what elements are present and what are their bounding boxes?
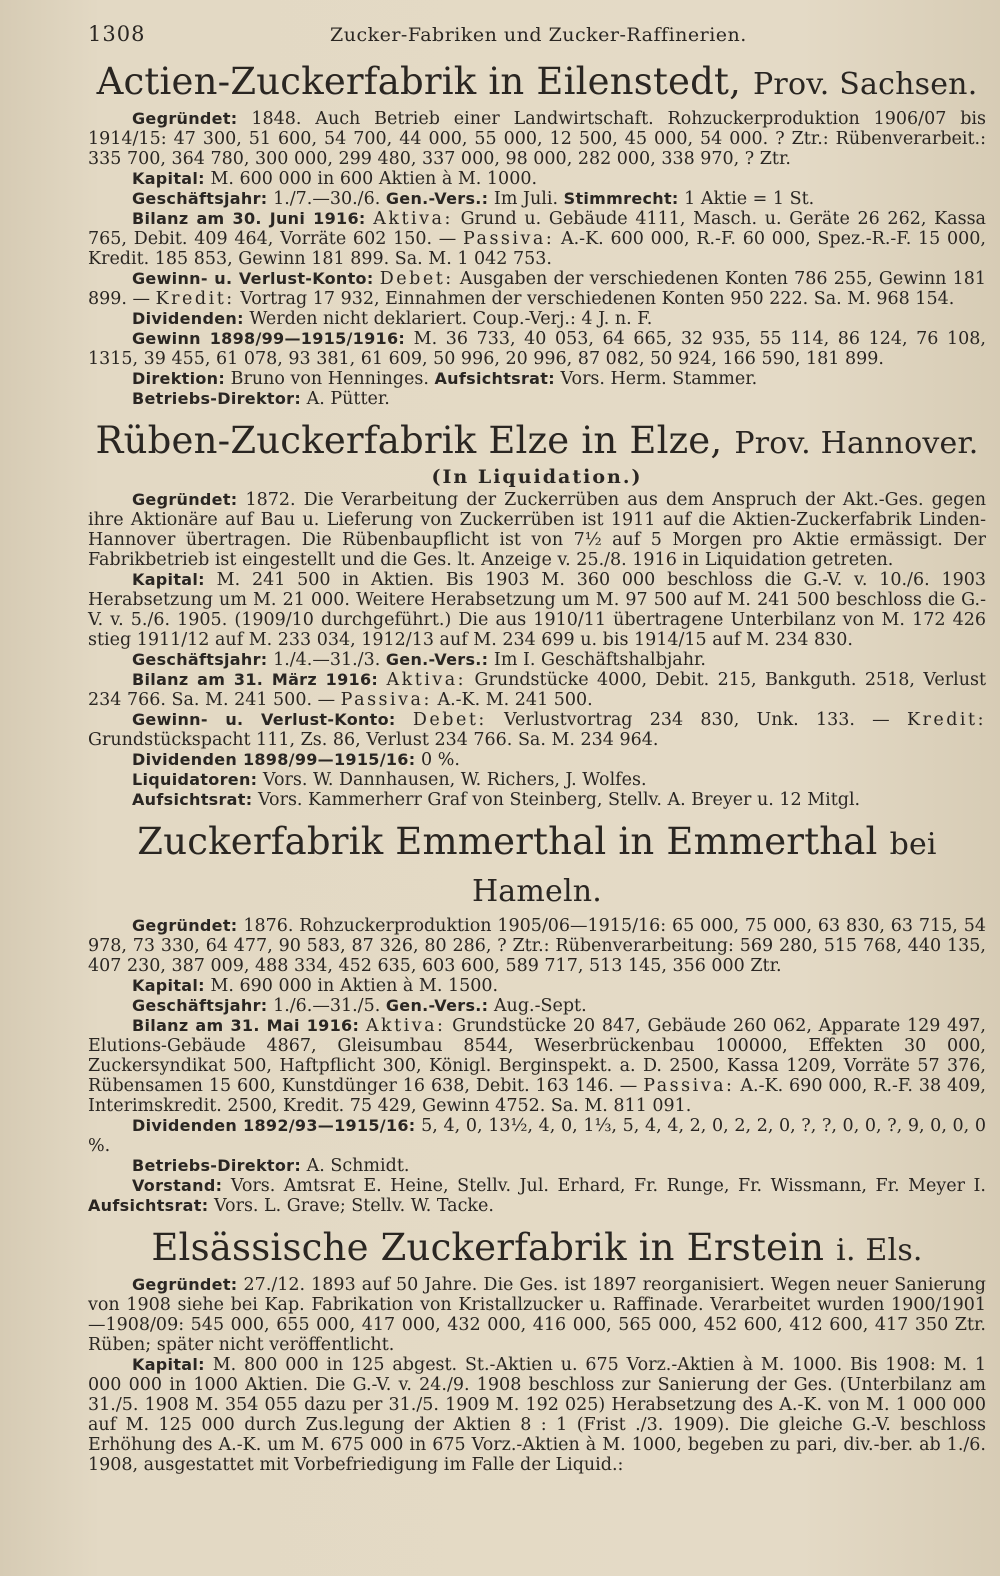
entry-capital — [88, 169, 986, 189]
company-entry — [88, 60, 986, 409]
entry-label: Aufsichtsrat: — [88, 1196, 209, 1215]
entry-label: Gewinn- u. Verlust-Konto: — [132, 269, 374, 288]
entry-fiscal-year — [88, 189, 986, 209]
entry-label: Geschäftsjahr: — [132, 189, 268, 208]
entry-text: M. 36 733, 40 053, 64 665, 32 935, 55 114, 86 124, 76 108, 1315, 39 455, 61 078, 93 381, 61 609, 50 996, 20 996, 87 082, 50 924, 166 590, 181 899. — [88, 329, 986, 369]
company-title — [88, 419, 986, 466]
entry-label: Betriebs-Direktor: — [132, 389, 302, 408]
entry-text: 1./6.—31./5. — [273, 996, 381, 1016]
entry-label: Gewinn 1898/99—1915/1916: — [132, 329, 406, 348]
entry-balance — [88, 209, 986, 269]
entry-label: Gegründet: — [132, 916, 238, 935]
entry-text: 1./4.—31./3. — [273, 650, 381, 670]
entry-text: Vors. Kammerherr Graf von Steinberg, Stellv. A. Breyer u. 12 Mitgl. — [258, 790, 861, 810]
entry-text: Ausgaben der verschiedenen Konten 786 255, Gewinn 181 899. — — [88, 269, 986, 309]
company-location: bei Hameln. — [471, 827, 937, 909]
entry-text: M. 241 500 in Aktien. Bis 1903 M. 360 000 beschloss die G.-V. v. 10./6. 1903 Herabsetzung um M. 21 000. Weitere Herabsetzung um M. 97 500 auf M. 241 500 beschloss die G.-V. v. 5./6. 1905. (1909/10 durchgeführt.) Die aus 1910/11 übertragene Unterbilanz von M. 172 426 stieg 1911/12 auf M. 233 034, 1912/13 auf M. 234 699 u. bis 1914/15 auf M. 234 830. — [88, 570, 986, 650]
entry-label: Gen.-Vers.: — [385, 189, 489, 208]
entry-balance — [88, 670, 986, 710]
company-title — [88, 60, 986, 107]
entry-founded — [88, 490, 986, 570]
entry-label: Kapital: — [132, 169, 205, 188]
entry-label: Betriebs-Direktor: — [132, 1156, 302, 1175]
entry-balance — [88, 1016, 986, 1116]
entry-text: Vortrag 17 932, Einnahmen der verschiedenen Konten 950 222. Sa. M. 968 154. — [240, 289, 955, 309]
entry-label: Bilanz am 31. März 1916: — [132, 670, 379, 689]
entry-dividends — [88, 1116, 986, 1156]
entry-text: Grundstücke 4000, Debit. 215, Bankguth. 2518, Verlust 234 766. Sa. M. 241 500. — — [88, 670, 986, 710]
entry-text: Im I. Geschäftshalbjahr. — [493, 650, 706, 670]
company-name: Elsässische Zuckerfabrik in Erstein — [151, 1226, 825, 1269]
entry-sublabel: Debet: — [379, 269, 454, 289]
entry-profit-loss — [88, 710, 986, 750]
entry-text: Vors. Amtsrat E. Heine, Stellv. Jul. Erhard, Fr. Runge, Fr. Wissmann, Fr. Meyer I. — [230, 1176, 986, 1196]
entry-label: Dividenden 1898/99—1915/16: — [132, 750, 416, 769]
entry-text: Bruno von Henninges. — [230, 369, 429, 389]
entry-fiscal-year — [88, 996, 986, 1016]
page-number: 1308 — [88, 22, 146, 46]
entry-fiscal-year — [88, 650, 986, 670]
entry-label: Gegründet: — [132, 1275, 238, 1294]
entry-sublabel: Passiva: — [643, 1076, 735, 1096]
company-location: Prov. Hannover. — [734, 426, 979, 461]
entry-text: 1848. Auch Betrieb einer Landwirtschaft. Rohzuckerproduktion 1906/07 bis 1914/15: 47 300, 51 600, 54 700, 44 000, 55 000, 12 500, 45 000, 54 000. ? Ztr.: Rübenverarbeit.: 335 700, 364 780, 300 000, 299 480, 337 000, 98 000, 282 000, 338 970, ? Ztr. — [88, 109, 986, 169]
entry-label: Gen.-Vers.: — [385, 650, 489, 669]
entry-label: Geschäftsjahr: — [132, 650, 268, 669]
entry-label: Kapital: — [132, 1355, 205, 1374]
entry-label: Gen.-Vers.: — [385, 996, 489, 1015]
entry-label: Dividenden 1892/93—1915/16: — [132, 1116, 416, 1135]
entry-text: Vors. W. Dannhausen, W. Richers, J. Wolfes. — [262, 770, 647, 790]
entry-text: 1./7.—30./6. — [273, 189, 381, 209]
entry-text: Grundstücke 20 847, Gebäude 260 062, Apparate 129 497, Elutions-Gebäude 4867, Gleisumbau 8544, Weserbrückenbau 100000, Effekten 30 000, Zuckersyndikat 500, Haftpflicht 300, Königl. Berginspekt. a. D. 2500, Kassa 1209, Vorräte 57 376, Rübensamen 15 600, Kunstdünger 16 638, Debit. 163 146. — — [88, 1016, 986, 1096]
entry-text: 5, 4, 0, 13½, 4, 0, 1⅓, 5, 4, 4, 2, 0, 2, 2, 0, ?, ?, 0, 0, ?, 9, 0, 0, 0 %. — [88, 1116, 987, 1156]
entry-text: Grund u. Gebäude 4111, Masch. u. Geräte 26 262, Kassa 765, Debit. 409 464, Vorräte 602 150. — — [88, 209, 986, 249]
entry-sublabel: Aktiva: — [365, 1016, 446, 1036]
entry-text: 1876. Rohzuckerproduktion 1905/06—1915/16: 65 000, 75 000, 63 830, 63 715, 54 978, 73 330, 64 477, 90 583, 87 326, 80 286, ? Ztr.: Rübenverarbeitung: 569 280, 515 768, 440 135, 407 230, 387 009, 488 334, 452 635, 603 600, 589 717, 513 145, 356 000 Ztr. — [88, 916, 986, 976]
entry-management — [88, 369, 986, 389]
entry-text: A. Pütter. — [306, 389, 390, 409]
entry-text: Verlustvortrag 234 830, Unk. 133. — — [504, 710, 890, 730]
entry-board — [88, 1176, 986, 1216]
entry-text: A. Schmidt. — [306, 1156, 410, 1176]
entry-profit-loss — [88, 269, 986, 309]
entry-text: A.-K. 600 000, R.-F. 60 000, Spez.-R.-F. 15 000, Kredit. 185 853, Gewinn 181 899. Sa. M. 1 042 753. — [88, 229, 986, 269]
entry-sublabel: Kredit: — [155, 289, 235, 309]
company-subtitle: (In Liquidation.) — [431, 466, 643, 488]
company-entry — [88, 820, 986, 1216]
entry-text: 1 Aktie = 1 St. — [684, 189, 815, 209]
entry-capital — [88, 1355, 986, 1475]
entry-label: Kapital: — [132, 976, 205, 995]
entry-text: Werden nicht deklariert. Coup.-Verj.: 4 J. n. F. — [249, 309, 653, 329]
entry-sublabel: Aktiva: — [373, 209, 453, 229]
entry-label: Stimmrecht: — [563, 189, 679, 208]
company-name: Actien-Zuckerfabrik in Eilenstedt, — [96, 60, 742, 103]
entry-text: A.-K. 690 000, R.-F. 38 409, Interimskredit. 2500, Kredit. 75 429, Gewinn 4752. Sa. M. 811 091. — [88, 1076, 986, 1116]
company-entry — [88, 419, 986, 810]
entry-label: Aufsichtsrat: — [434, 369, 555, 388]
entry-label: Direktion: — [132, 369, 226, 388]
entry-label: Aufsichtsrat: — [132, 790, 253, 809]
entry-capital — [88, 570, 986, 650]
entry-label: Gegründet: — [132, 109, 238, 128]
entry-supervisory-board — [88, 790, 986, 810]
entry-label: Kapital: — [132, 570, 205, 589]
running-title: Zucker-Fabriken und Zucker-Raffinerien. — [330, 24, 747, 46]
company-name: Rüben-Zuckerfabrik Elze in Elze, — [95, 419, 723, 462]
entry-label: Liquidatoren: — [132, 770, 258, 789]
entry-text: Aug.-Sept. — [493, 996, 587, 1016]
entry-sublabel: Passiva: — [340, 690, 432, 710]
entry-sublabel: Passiva: — [463, 229, 555, 249]
entry-operations-director — [88, 1156, 986, 1176]
company-title — [88, 820, 986, 914]
entry-label: Vorstand: — [132, 1176, 223, 1195]
entry-dividends — [88, 750, 986, 770]
entry-text: Vors. L. Grave; Stellv. W. Tacke. — [214, 1196, 494, 1216]
entry-text: Grundstückspacht 111, Zs. 86, Verlust 234 766. Sa. M. 234 964. — [88, 730, 659, 750]
entry-dividends — [88, 309, 986, 329]
entry-text: M. 800 000 in 125 abgest. St.-Aktien u. 675 Vorz.-Aktien à M. 1000. Bis 1908: M. 1 000 000 in 1000 Aktien. Die G.-V. v. 24./9. 1908 beschloss zur Sanierung der Ges. (Unterbilanz am 31./5. 1908 M. 354 055 dazu per 31./5. 1909 M. 192 025) Herabsetzung des A.-K. von M. 1 000 000 auf M. 125 000 durch Zus.legung der Aktien 8 : 1 (Frist ./3. 1909). Die gleiche G.-V. beschloss Erhöhung des A.-K. um M. 675 000 in 675 Vorz.-Aktien à M. 1000, begeben zu pari, div.-ber. ab 1./6. 1908, ausgestattet mit Vorbefriedigung im Falle der Liquid.: — [88, 1355, 986, 1475]
entry-label: Dividenden: — [132, 309, 244, 328]
entry-founded — [88, 109, 986, 169]
entry-liquidators — [88, 770, 986, 790]
entry-sublabel: Aktiva: — [386, 670, 467, 690]
company-name: Zuckerfabrik Emmerthal in Emmerthal — [137, 820, 878, 863]
running-header — [88, 22, 986, 56]
entry-label: Gegründet: — [132, 490, 238, 509]
entry-label: Geschäftsjahr: — [132, 996, 268, 1015]
entry-text: 1872. Die Verarbeitung der Zuckerrüben aus dem Anspruch der Akt.-Ges. gegen ihre Aktionäre auf Bau u. Lieferung von Zuckerrüben ist 1911 auf die Aktien-Zuckerfabrik Linden-Hannover übertragen. Die Rübenbaupflicht ist von 7½ auf 5 Morgen pro Aktie ermässigt. Der Fabrikbetrieb ist eingestellt und die Ges. lt. Anzeige v. 25./8. 1916 in Liquidation getreten. — [88, 490, 986, 570]
entry-capital — [88, 976, 986, 996]
company-entry — [88, 1226, 986, 1475]
entry-text: 0 %. — [421, 750, 460, 770]
entry-profit-history — [88, 329, 986, 369]
entry-founded — [88, 916, 986, 976]
entry-text: A.-K. M. 241 500. — [437, 690, 593, 710]
entry-text: Im Juli. — [493, 189, 559, 209]
entry-text: 27./12. 1893 auf 50 Jahre. Die Ges. ist 1897 reorganisiert. Wegen neuer Sanierung von 1908 siehe bei Kap. Fabrikation von Kristallzucker u. Raffinade. Verarbeitet wurden 1900/1901—1908/09: 545 000, 655 000, 417 000, 432 000, 416 000, 565 000, 452 600, 412 600, 417 350 Ztr. Rüben; später nicht veröffentlicht. — [88, 1275, 986, 1355]
entry-label: Bilanz am 31. Mai 1916: — [132, 1016, 360, 1035]
entry-label: Gewinn- u. Verlust-Konto: — [132, 710, 396, 729]
entry-founded — [88, 1275, 986, 1355]
company-location: i. Els. — [836, 1233, 923, 1268]
company-title — [88, 1226, 986, 1273]
entry-operations-director — [88, 389, 986, 409]
entry-sublabel: Kredit: — [906, 710, 986, 730]
entry-text: M. 690 000 in Aktien à M. 1500. — [210, 976, 499, 996]
entry-text: Vors. Herm. Stammer. — [560, 369, 758, 389]
entry-label: Bilanz am 30. Juni 1916: — [132, 209, 366, 228]
entry-sublabel: Debet: — [412, 710, 487, 730]
company-location: Prov. Sachsen. — [753, 67, 978, 102]
entry-text: M. 600 000 in 600 Aktien à M. 1000. — [210, 169, 538, 189]
